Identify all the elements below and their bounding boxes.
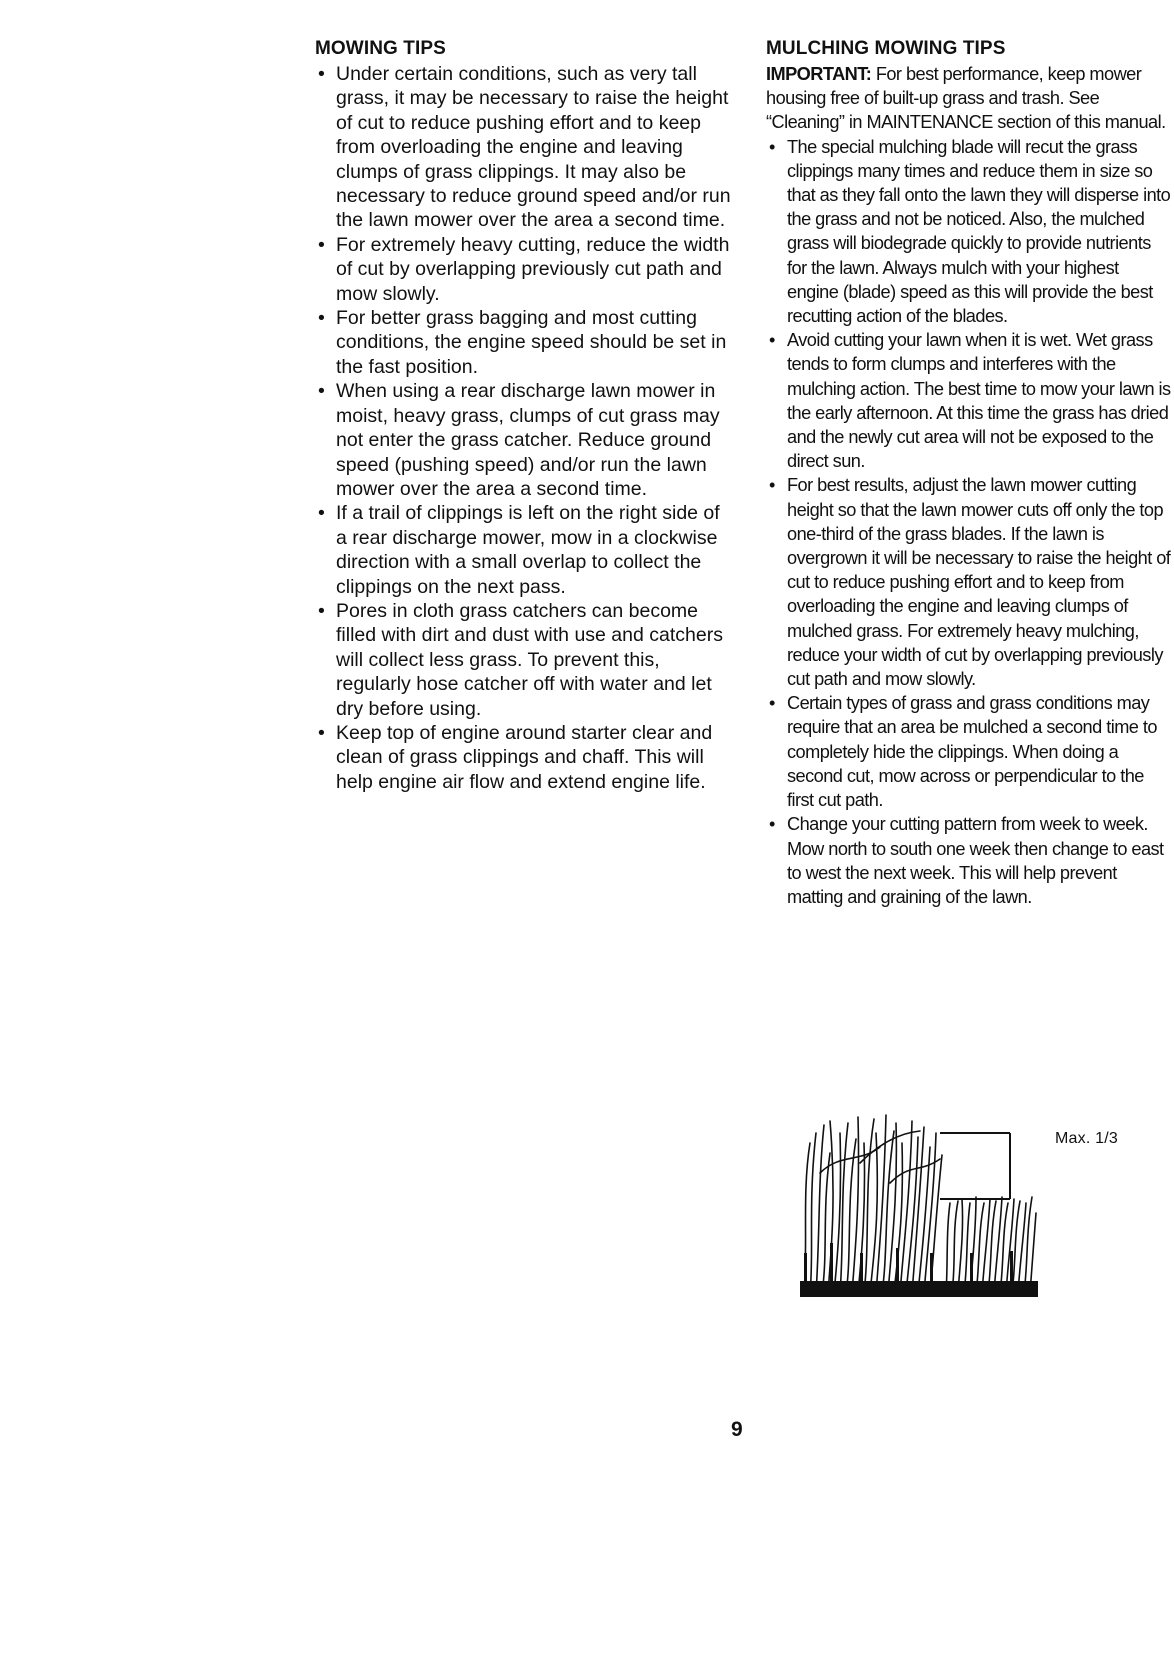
important-note [766, 62, 1174, 135]
max-one-third-label: Max. 1/3 [1055, 1130, 1118, 1147]
mowing-tips-column [315, 38, 735, 794]
mulching-tip-item: • Avoid cutting your lawn when it is wet. Wet grass tends to form clumps and interferes with the mulching action. The best time to mow your lawn is the early afternoon. At this time the grass has dried and the newly cut area will not be exposed to the direct sun. [766, 328, 1174, 473]
mulching-tips-list [766, 135, 1174, 910]
mulching-tip-item: • Change your cutting pattern from week to week. Mow north to south one week then change to east to west the next week. This will help prevent matting and graining of the lawn. [766, 812, 1174, 909]
mulching-tip-item: • The special mulching blade will recut the grass clippings many times and reduce them in size so that as they fall onto the lawn they will disperse into the grass and not be noticed. Also, the mulched grass will biodegrade quickly to provide nutrients for the lawn. Always mulch with your highest engine (blade) speed as this will provide the best recutting action of the blades. [766, 135, 1174, 329]
mowing-tips-list [315, 62, 735, 794]
mowing-tips-heading: MOWING TIPS [315, 38, 446, 59]
important-text: For best performance, keep mower housing free of built-up grass and trash. See “Cleaning” in MAINTENANCE section of this manual. [766, 64, 1166, 133]
page-number: 9 [731, 1418, 743, 1441]
mulching-tip-item: • Certain types of grass and grass conditions may require that an area be mulched a second time to completely hide the clippings. When doing a second cut, mow across or perpendicular to the first cut path. [766, 691, 1174, 812]
mowing-tip-item: • If a trail of clippings is left on the right side of a rear discharge mower, mow in a clockwise direction with a small overlap to collect the clippings on the next pass. [315, 501, 735, 599]
mowing-tip-item: • Keep top of engine around starter clear and clean of grass clippings and chaff. This will help engine air flow and extend engine life. [315, 721, 735, 794]
mulching-tip-item: • For best results, adjust the lawn mower cutting height so that the lawn mower cuts off only the top one-third of the grass blades. If the lawn is overgrown it will be necessary to raise the height of cut to reduce pushing effort and to keep from overloading the engine and leaving clumps of mulched grass. For extremely heavy mulching, reduce your width of cut by overlapping previously cut path and mow slowly. [766, 473, 1174, 691]
mowing-tip-item: • For better grass bagging and most cutting conditions, the engine speed should be set in the fast position. [315, 306, 735, 379]
important-label: IMPORTANT: [766, 64, 872, 84]
mowing-tip-item: • When using a rear discharge lawn mower in moist, heavy grass, clumps of cut grass may not enter the grass catcher. Reduce ground speed (pushing speed) and/or run the lawn mower over the area a second time. [315, 379, 735, 501]
mowing-tip-item: • Under certain conditions, such as very tall grass, it may be necessary to raise the height of cut to reduce pushing effort and to keep from overloading the engine and leaving clumps of grass clippings. It may also be necessary to reduce ground speed and/or run the lawn mower over the area a second time. [315, 62, 735, 233]
grass-cut-figure [800, 1103, 1140, 1303]
mowing-tip-item: • For extremely heavy cutting, reduce the width of cut by overlapping previously cut path and mow slowly. [315, 233, 735, 306]
mulching-tips-column [766, 38, 1174, 909]
grass-illustration-icon [800, 1103, 1050, 1303]
mulching-tips-heading: MULCHING MOWING TIPS [766, 38, 1006, 59]
mowing-tip-item: • Pores in cloth grass catchers can become filled with dirt and dust with use and catchers will collect less grass. To prevent this, regularly hose catcher off with water and let dry before using. [315, 599, 735, 721]
